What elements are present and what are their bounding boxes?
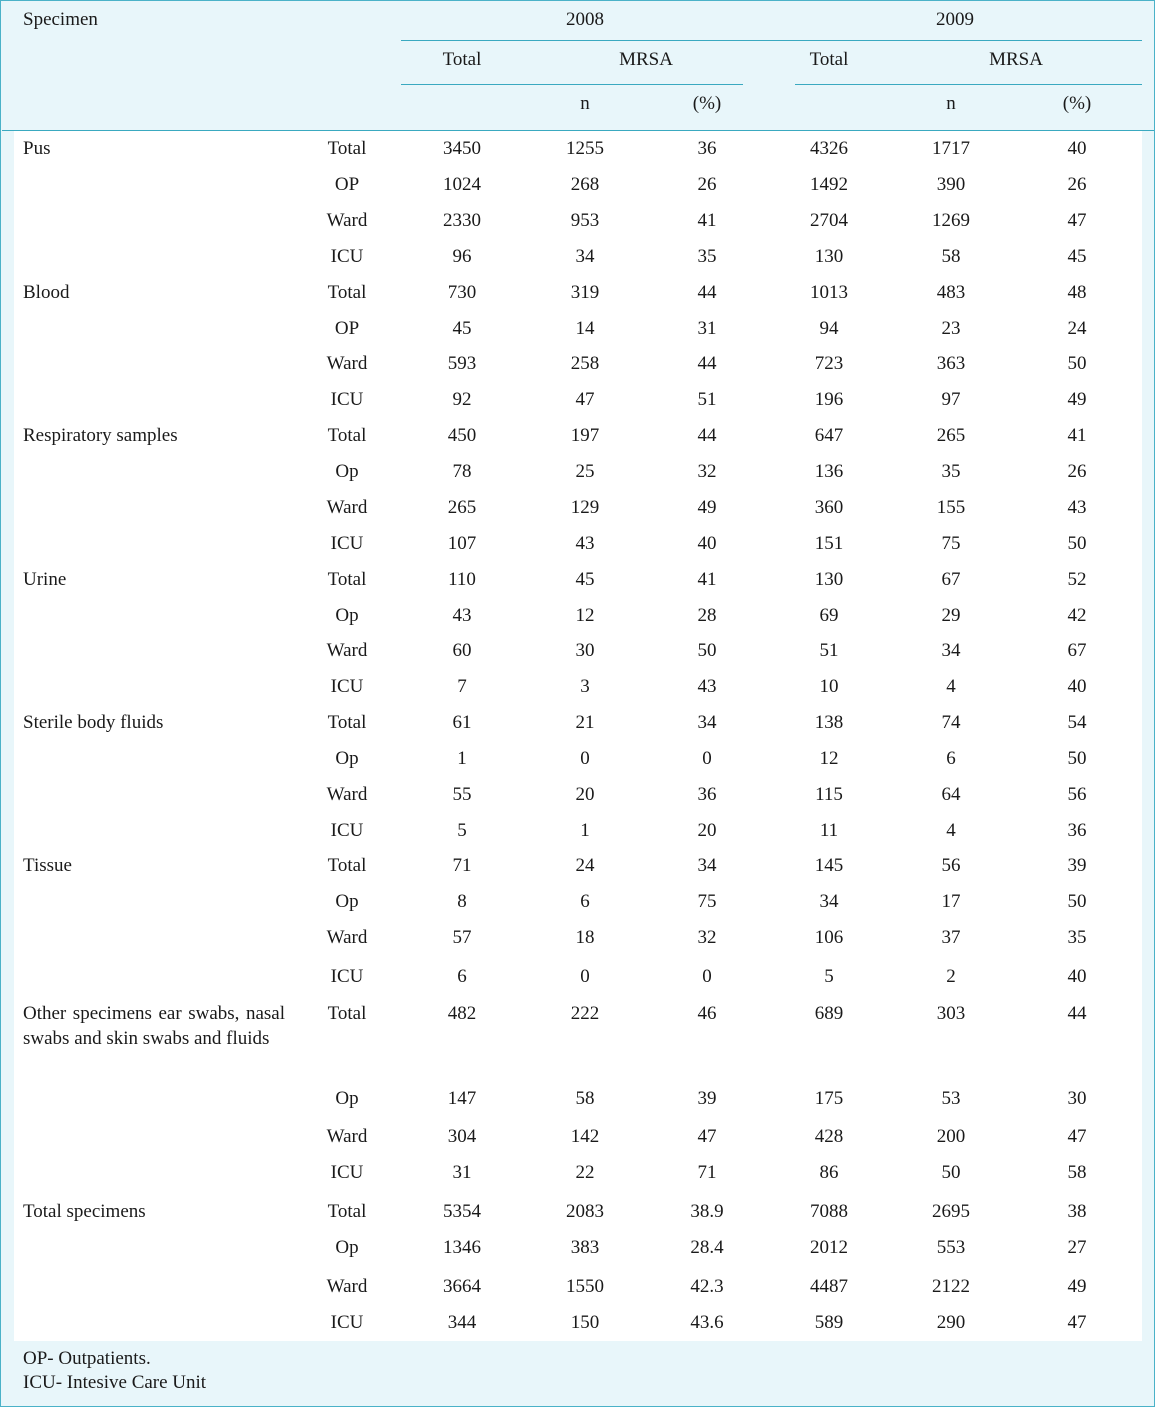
cell-y2009-n: 23 [941, 318, 961, 339]
cell-y2008-pct: 44 [697, 353, 717, 374]
cell-y2009-pct: 56 [1067, 784, 1087, 805]
cell-y2009-n: 553 [936, 1237, 966, 1258]
cell-y2009-total: 1013 [810, 282, 848, 303]
cell-y2008-n: 197 [570, 425, 600, 446]
cell-y2009-pct: 24 [1067, 318, 1087, 339]
cell-y2008-pct: 41 [697, 569, 717, 590]
cell-y2009-pct: 67 [1067, 640, 1087, 661]
specimen-label: Sterile body fluids [23, 712, 164, 733]
cell-y2009-n: 1269 [932, 210, 970, 231]
cell-y2008-pct: 42.3 [690, 1276, 724, 1297]
cell-y2008-pct: 28 [697, 605, 717, 626]
cell-y2009-n: 265 [936, 425, 966, 446]
cell-y2009-pct: 26 [1067, 174, 1087, 195]
cell-y2008-n: 12 [575, 605, 595, 626]
cell-y2008-n: 150 [570, 1312, 600, 1333]
cell-y2009-pct: 52 [1067, 569, 1087, 590]
cell-y2009-pct: 54 [1067, 712, 1087, 733]
cell-y2008-n: 47 [575, 389, 595, 410]
cell-y2008-pct: 47 [697, 1126, 717, 1147]
cell-y2008-n: 129 [570, 497, 600, 518]
cell-y2009-pct: 26 [1067, 461, 1087, 482]
cell-y2009-pct: 47 [1067, 1312, 1087, 1333]
cell-y2009-n: 2122 [932, 1276, 970, 1297]
cell-y2009-total: 106 [814, 927, 844, 948]
cell-y2009-pct: 50 [1067, 891, 1087, 912]
cell-y2009-n: 34 [941, 640, 961, 661]
cell-y2008-n: 222 [570, 1003, 600, 1024]
specimen-label: Urine [23, 569, 67, 590]
cell-y2008-total: 8 [457, 891, 467, 912]
cell-y2009-n: 58 [941, 246, 961, 267]
cell-y2008-n: 18 [575, 927, 595, 948]
cell-y2008-n: 1550 [566, 1276, 604, 1297]
cell-y2008-total: 147 [447, 1088, 477, 1109]
cell-y2009-pct: 42 [1067, 605, 1087, 626]
cell-y2009-pct: 36 [1067, 820, 1087, 841]
cell-y2008-pct: 28.4 [690, 1237, 724, 1258]
cell-y2008-pct: 34 [697, 855, 717, 876]
cell-y2008-total: 1 [457, 748, 467, 769]
cell-y2008-n: 43 [575, 533, 595, 554]
cell-y2009-pct: 27 [1067, 1237, 1087, 1258]
cell-y2009-n: 155 [936, 497, 966, 518]
specimen-label: Respiratory samples [23, 425, 178, 446]
cell-y2009-total: 7088 [810, 1201, 848, 1222]
cell-y2009-total: 2012 [810, 1237, 848, 1258]
row-category: Ward [326, 784, 368, 805]
cell-y2008-pct: 26 [697, 174, 717, 195]
cell-y2008-total: 57 [452, 927, 472, 948]
cell-y2009-pct: 50 [1067, 353, 1087, 374]
row-category: Op [335, 461, 359, 482]
cell-y2009-n: 56 [941, 855, 961, 876]
row-category: Total [327, 425, 367, 446]
cell-y2009-pct: 49 [1067, 1276, 1087, 1297]
cell-y2008-pct: 20 [697, 820, 717, 841]
cell-y2008-total: 482 [447, 1003, 477, 1024]
row-category: ICU [330, 389, 364, 410]
header-2008-n: n [580, 93, 590, 114]
cell-y2008-n: 0 [580, 966, 590, 987]
row-category: Total [327, 138, 367, 159]
cell-y2008-pct: 31 [697, 318, 717, 339]
cell-y2008-pct: 51 [697, 389, 717, 410]
cell-y2009-total: 2704 [810, 210, 848, 231]
header-2009-n: n [946, 93, 956, 114]
cell-y2008-pct: 39 [697, 1088, 717, 1109]
row-category: ICU [330, 1312, 364, 1333]
cell-y2008-total: 6 [457, 966, 467, 987]
cell-y2009-pct: 40 [1067, 966, 1087, 987]
row-category: Op [335, 891, 359, 912]
cell-y2009-total: 130 [814, 246, 844, 267]
cell-y2009-n: 390 [936, 174, 966, 195]
cell-y2008-pct: 40 [697, 533, 717, 554]
cell-y2008-pct: 43.6 [690, 1312, 724, 1333]
cell-y2009-n: 74 [941, 712, 961, 733]
cell-y2008-n: 21 [575, 712, 595, 733]
cell-y2008-n: 142 [570, 1126, 600, 1147]
row-category: Total [327, 569, 367, 590]
cell-y2008-n: 24 [575, 855, 595, 876]
cell-y2009-total: 69 [819, 605, 839, 626]
cell-y2008-n: 383 [570, 1237, 600, 1258]
row-category: ICU [330, 966, 364, 987]
cell-y2008-n: 45 [575, 569, 595, 590]
cell-y2008-total: 43 [452, 605, 472, 626]
cell-y2009-n: 97 [941, 389, 961, 410]
cell-y2009-n: 50 [941, 1162, 961, 1183]
cell-y2008-n: 30 [575, 640, 595, 661]
cell-y2009-n: 75 [941, 533, 961, 554]
cell-y2008-n: 20 [575, 784, 595, 805]
cell-y2009-total: 723 [814, 353, 844, 374]
cell-y2009-n: 67 [941, 569, 961, 590]
row-category: Op [335, 748, 359, 769]
table-body [14, 131, 1142, 1341]
row-category: Op [335, 1088, 359, 1109]
cell-y2008-pct: 34 [697, 712, 717, 733]
cell-y2009-total: 589 [814, 1312, 844, 1333]
cell-y2009-total: 51 [819, 640, 839, 661]
cell-y2009-pct: 40 [1067, 138, 1087, 159]
cell-y2008-n: 2083 [566, 1201, 604, 1222]
cell-y2008-total: 1024 [443, 174, 481, 195]
cell-y2009-n: 4 [946, 820, 956, 841]
row-category: ICU [330, 246, 364, 267]
cell-y2009-n: 2 [946, 966, 956, 987]
cell-y2008-total: 304 [447, 1126, 477, 1147]
cell-y2009-total: 196 [814, 389, 844, 410]
cell-y2009-pct: 49 [1067, 389, 1087, 410]
cell-y2008-pct: 44 [697, 282, 717, 303]
cell-y2009-pct: 35 [1067, 927, 1087, 948]
header-2009-pct: (%) [1062, 93, 1092, 114]
cell-y2008-pct: 71 [697, 1162, 717, 1183]
cell-y2009-pct: 40 [1067, 676, 1087, 697]
cell-y2009-total: 1492 [810, 174, 848, 195]
cell-y2009-total: 138 [814, 712, 844, 733]
row-category: ICU [330, 533, 364, 554]
cell-y2008-total: 730 [447, 282, 477, 303]
cell-y2008-total: 3450 [443, 138, 481, 159]
cell-y2009-pct: 48 [1067, 282, 1087, 303]
header-year-2009: 2009 [936, 9, 974, 30]
row-category: Ward [326, 353, 368, 374]
cell-y2009-total: 145 [814, 855, 844, 876]
cell-y2009-n: 290 [936, 1312, 966, 1333]
row-category: Ward [326, 210, 368, 231]
cell-y2008-n: 14 [575, 318, 595, 339]
cell-y2009-total: 360 [814, 497, 844, 518]
cell-y2009-total: 130 [814, 569, 844, 590]
cell-y2009-n: 53 [941, 1088, 961, 1109]
cell-y2008-total: 96 [452, 246, 472, 267]
row-category: Total [327, 282, 367, 303]
cell-y2009-pct: 50 [1067, 533, 1087, 554]
row-category: OP [334, 174, 360, 195]
cell-y2009-n: 2695 [932, 1201, 970, 1222]
cell-y2008-pct: 43 [697, 676, 717, 697]
specimen-label: Other specimens ear swabs, nasal swabs and skin swabs and fluids [23, 1003, 285, 1049]
cell-y2009-pct: 58 [1067, 1162, 1087, 1183]
cell-y2009-total: 12 [819, 748, 839, 769]
header-2009-total: Total [809, 49, 849, 70]
row-category: Total [327, 1003, 367, 1024]
cell-y2008-total: 593 [447, 353, 477, 374]
row-category: ICU [330, 1162, 364, 1183]
cell-y2009-n: 6 [946, 748, 956, 769]
cell-y2008-n: 22 [575, 1162, 595, 1183]
cell-y2008-total: 344 [447, 1312, 477, 1333]
specimen-label: Total specimens [23, 1201, 146, 1222]
cell-y2008-pct: 32 [697, 461, 717, 482]
row-category: Ward [326, 1126, 368, 1147]
cell-y2008-n: 268 [570, 174, 600, 195]
header-specimen: Specimen [23, 9, 98, 30]
cell-y2009-n: 303 [936, 1003, 966, 1024]
cell-y2008-total: 7 [457, 676, 467, 697]
cell-y2009-n: 483 [936, 282, 966, 303]
cell-y2009-total: 647 [814, 425, 844, 446]
cell-y2009-n: 1717 [932, 138, 970, 159]
cell-y2008-total: 5 [457, 820, 467, 841]
cell-y2009-total: 5 [824, 966, 834, 987]
cell-y2008-pct: 75 [697, 891, 717, 912]
cell-y2009-total: 34 [819, 891, 839, 912]
row-category: Op [335, 605, 359, 626]
cell-y2009-n: 17 [941, 891, 961, 912]
cell-y2009-n: 37 [941, 927, 961, 948]
specimen-label: Tissue [23, 855, 72, 876]
cell-y2009-total: 175 [814, 1088, 844, 1109]
cell-y2008-n: 3 [580, 676, 590, 697]
header-2008-total: Total [442, 49, 482, 70]
cell-y2008-n: 1 [580, 820, 590, 841]
cell-y2009-pct: 45 [1067, 246, 1087, 267]
cell-y2008-total: 55 [452, 784, 472, 805]
row-category: OP [334, 318, 360, 339]
cell-y2009-total: 428 [814, 1126, 844, 1147]
cell-y2009-n: 64 [941, 784, 961, 805]
cell-y2008-total: 92 [452, 389, 472, 410]
row-category: Total [327, 1201, 367, 1222]
cell-y2009-pct: 39 [1067, 855, 1087, 876]
cell-y2008-total: 3664 [443, 1276, 481, 1297]
header-2008-mrsa: MRSA [619, 49, 673, 70]
cell-y2008-total: 45 [452, 318, 472, 339]
cell-y2008-total: 31 [452, 1162, 472, 1183]
row-category: Ward [326, 640, 368, 661]
cell-y2009-pct: 47 [1067, 1126, 1087, 1147]
cell-y2009-total: 4487 [810, 1276, 848, 1297]
footnote-icu: ICU- Intesive Care Unit [23, 1372, 207, 1393]
cell-y2009-pct: 43 [1067, 497, 1087, 518]
cell-y2008-pct: 36 [697, 784, 717, 805]
header-rule-years [401, 40, 1142, 41]
cell-y2009-total: 136 [814, 461, 844, 482]
cell-y2008-n: 58 [575, 1088, 595, 1109]
specimen-label: Pus [23, 138, 51, 159]
cell-y2008-total: 2330 [443, 210, 481, 231]
cell-y2009-pct: 38 [1067, 1201, 1087, 1222]
cell-y2009-total: 151 [814, 533, 844, 554]
cell-y2008-pct: 36 [697, 138, 717, 159]
specimen-label: Blood [23, 282, 70, 303]
cell-y2008-pct: 0 [702, 966, 712, 987]
cell-y2008-pct: 41 [697, 210, 717, 231]
cell-y2008-total: 110 [448, 569, 476, 590]
cell-y2009-total: 115 [815, 784, 843, 805]
cell-y2008-n: 319 [570, 282, 600, 303]
header-rule-2008-mrsa [401, 84, 743, 85]
cell-y2009-total: 86 [819, 1162, 839, 1183]
cell-y2009-pct: 30 [1067, 1088, 1087, 1109]
cell-y2008-pct: 32 [697, 927, 717, 948]
cell-y2008-n: 25 [575, 461, 595, 482]
cell-y2008-pct: 0 [702, 748, 712, 769]
header-rule-2009-mrsa [795, 84, 1142, 85]
cell-y2009-pct: 50 [1067, 748, 1087, 769]
header-2009-mrsa: MRSA [989, 49, 1043, 70]
cell-y2008-pct: 38.9 [690, 1201, 724, 1222]
cell-y2009-total: 94 [819, 318, 839, 339]
cell-y2009-n: 4 [946, 676, 956, 697]
cell-y2009-total: 689 [814, 1003, 844, 1024]
cell-y2008-total: 450 [447, 425, 477, 446]
cell-y2009-n: 29 [941, 605, 961, 626]
cell-y2008-n: 0 [580, 748, 590, 769]
cell-y2008-pct: 44 [697, 425, 717, 446]
cell-y2009-pct: 47 [1067, 210, 1087, 231]
cell-y2008-total: 265 [447, 497, 477, 518]
header-2008-pct: (%) [692, 93, 722, 114]
cell-y2009-total: 4326 [810, 138, 848, 159]
row-category: Total [327, 712, 367, 733]
row-category: Total [327, 855, 367, 876]
cell-y2008-total: 60 [452, 640, 472, 661]
cell-y2008-total: 107 [447, 533, 477, 554]
cell-y2008-pct: 49 [697, 497, 717, 518]
cell-y2008-n: 258 [570, 353, 600, 374]
row-category: Op [335, 1237, 359, 1258]
cell-y2009-total: 10 [819, 676, 839, 697]
cell-y2008-n: 6 [580, 891, 590, 912]
cell-y2009-n: 200 [936, 1126, 966, 1147]
row-category: Ward [326, 1276, 368, 1297]
cell-y2008-pct: 50 [697, 640, 717, 661]
cell-y2009-n: 363 [936, 353, 966, 374]
cell-y2009-n: 35 [941, 461, 961, 482]
cell-y2009-pct: 41 [1067, 425, 1087, 446]
row-category: ICU [330, 676, 364, 697]
cell-y2008-total: 71 [452, 855, 472, 876]
row-category: ICU [330, 820, 364, 841]
cell-y2008-total: 5354 [443, 1201, 481, 1222]
cell-y2008-n: 1255 [566, 138, 604, 159]
cell-y2008-n: 953 [570, 210, 600, 231]
cell-y2008-pct: 46 [697, 1003, 717, 1024]
cell-y2008-n: 34 [575, 246, 595, 267]
cell-y2008-total: 1346 [443, 1237, 481, 1258]
footnote-op: OP- Outpatients. [23, 1348, 151, 1369]
row-category: Ward [326, 927, 368, 948]
header-year-2008: 2008 [566, 9, 604, 30]
row-category: Ward [326, 497, 368, 518]
cell-y2008-total: 61 [452, 712, 472, 733]
cell-y2008-pct: 35 [697, 246, 717, 267]
cell-y2009-pct: 44 [1067, 1003, 1087, 1024]
cell-y2009-total: 11 [819, 820, 839, 841]
cell-y2008-total: 78 [452, 461, 472, 482]
